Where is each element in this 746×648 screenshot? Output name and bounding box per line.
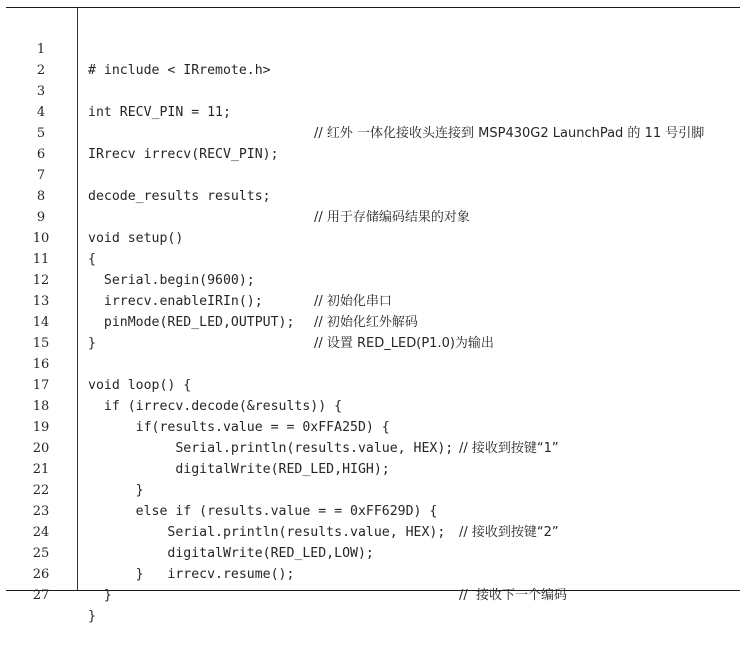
code-comment: // 设置 RED_LED(P1.0)为输出	[314, 336, 494, 351]
code-comment: // 初始化串口	[314, 294, 392, 309]
line-number: 8	[36, 189, 46, 204]
code-text: Serial.println(results.value, HEX);	[88, 525, 446, 540]
code-comment: // 接收到按键“1”	[459, 441, 559, 456]
line-number: 14	[32, 315, 50, 330]
line-number: 13	[32, 294, 50, 309]
code-listing	[6, 7, 740, 624]
code-line-1	[6, 18, 740, 78]
line-number: 6	[36, 147, 46, 162]
line-number: 21	[32, 462, 50, 477]
line-number: 11	[32, 252, 50, 267]
code-comment: // 初始化红外解码	[314, 315, 418, 330]
line-number: 24	[32, 525, 50, 540]
line-number: 18	[32, 399, 50, 414]
line-number: 12	[32, 273, 50, 288]
line-number: 25	[32, 546, 50, 561]
code-text: }	[88, 483, 144, 498]
line-number: 15	[32, 336, 50, 351]
line-number: 20	[32, 441, 50, 456]
code-text: IRrecv irrecv(RECV_PIN);	[88, 147, 279, 162]
code-text: decode_results results;	[88, 189, 271, 204]
code-text: {	[88, 252, 96, 267]
line-number: 17	[32, 378, 50, 393]
code-text: # include < IRremote.h>	[88, 63, 271, 78]
code-text: Serial.println(results.value, HEX);	[88, 441, 454, 456]
code-text: Serial.begin(9600);	[88, 273, 255, 288]
code-text: digitalWrite(RED_LED,HIGH);	[88, 462, 390, 477]
line-number: 7	[36, 168, 46, 183]
line-number: 1	[36, 42, 46, 57]
line-number: 2	[36, 63, 46, 78]
code-text: } irrecv.resume();	[88, 567, 295, 582]
line-number: 10	[32, 231, 50, 246]
code-line-7	[6, 144, 740, 225]
line-number: 27	[32, 588, 50, 603]
line-number: 23	[32, 504, 50, 519]
line-number: 3	[36, 84, 46, 99]
line-number: 9	[36, 210, 46, 225]
code-comment: // 接收下一个编码	[459, 588, 568, 603]
line-number: 26	[32, 567, 50, 582]
code-comment: // 接收到按键“2”	[459, 525, 559, 540]
code-line-3	[6, 60, 740, 141]
code-text: void setup()	[88, 231, 184, 246]
line-number: 5	[36, 126, 46, 141]
code-text: int RECV_PIN = 11;	[88, 105, 231, 120]
line-number: 16	[32, 357, 50, 372]
code-text: digitalWrite(RED_LED,LOW);	[88, 546, 374, 561]
code-text: void loop() {	[88, 378, 192, 393]
code-comment: // 用于存储编码结果的对象	[314, 210, 470, 225]
line-number: 19	[32, 420, 50, 435]
code-text: }	[88, 609, 96, 624]
code-text: irrecv.enableIRIn();	[88, 294, 263, 309]
code-text: }	[88, 588, 112, 603]
code-text: else if (results.value = = 0xFF629D) {	[88, 504, 438, 519]
line-number: 4	[36, 105, 46, 120]
code-text: pinMode(RED_LED,OUTPUT);	[88, 315, 295, 330]
line-number: 22	[32, 483, 50, 498]
code-comment: // 红外 一体化接收头连接到 MSP430G2 LaunchPad 的 11 号引脚	[314, 126, 705, 141]
code-text: if(results.value = = 0xFFA25D) {	[88, 420, 390, 435]
code-text: }	[88, 336, 96, 351]
code-text: if (irrecv.decode(&results)) {	[88, 399, 343, 414]
